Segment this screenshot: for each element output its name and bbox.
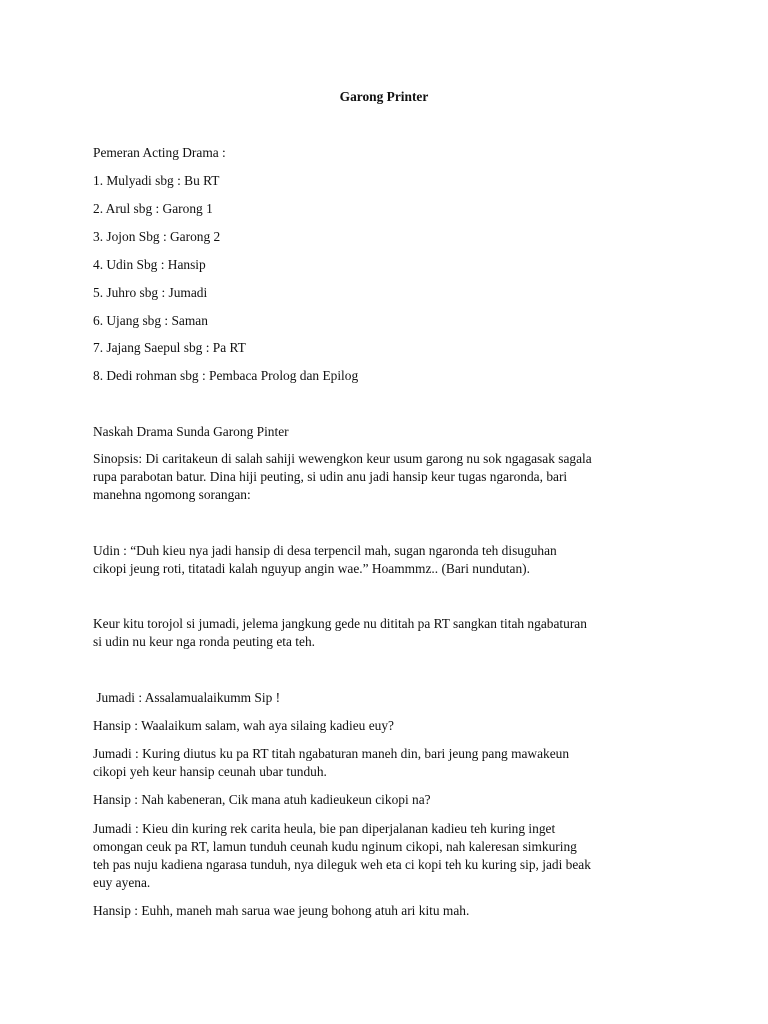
dialogue-line: euy ayena. <box>93 875 151 890</box>
dialogue-line: Hansip : Waalaikum salam, wah aya silaing kadieu euy? <box>93 718 394 733</box>
dialogue-line: teh pas nuju kadiena ngarasa tunduh, nya dileguk weh eta ci kopi teh ku kuring sip, jadi beak <box>93 857 591 872</box>
cast-item: 3. Jojon Sbg : Garong 2 <box>93 229 221 244</box>
dialogue-line: Jumadi : Kuring diutus ku pa RT titah ngabaturan maneh din, bari jeung pang mawakeun <box>93 746 570 761</box>
script-heading: Naskah Drama Sunda Garong Pinter <box>93 424 289 439</box>
synopsis-line: rupa parabotan batur. Dina hiji peuting, si udin anu jadi hansip keur tugas ngaronda, bari <box>93 469 568 484</box>
cast-item: 4. Udin Sbg : Hansip <box>93 257 206 272</box>
dialogue-line: omongan ceuk pa RT, lamun tunduh ceunah kudu nginum cikopi, nah kaleresan simkuring <box>93 839 577 854</box>
document-title: Garong Printer <box>339 89 429 104</box>
dialogue-line: cikopi yeh keur hansip ceunah ubar tunduh. <box>93 764 327 779</box>
cast-item: 7. Jajang Saepul sbg : Pa RT <box>93 340 246 355</box>
narration-line: si udin nu keur nga ronda peuting eta teh. <box>93 634 316 649</box>
cast-item: 2. Arul sbg : Garong 1 <box>93 201 213 216</box>
dialogue-line: Jumadi : Assalamualaikumm Sip ! <box>93 690 281 705</box>
cast-item: 5. Juhro sbg : Jumadi <box>93 285 208 300</box>
dialogue-line: Hansip : Euhh, maneh mah sarua wae jeung bohong atuh ari kitu mah. <box>93 903 470 918</box>
cast-item: 8. Dedi rohman sbg : Pembaca Prolog dan Epilog <box>93 368 359 383</box>
dialogue-line: Jumadi : Kieu din kuring rek carita heula, bie pan diperjalanan kadieu teh kuring inget <box>93 821 556 836</box>
cast-item: 1. Mulyadi sbg : Bu RT <box>93 173 220 188</box>
cast-heading: Pemeran Acting Drama : <box>93 145 226 160</box>
udin-line: cikopi jeung roti, titatadi kalah nguyup angin wae.” Hoammmz.. (Bari nundutan). <box>93 561 530 576</box>
narration-line: Keur kitu torojol si jumadi, jelema jangkung gede nu dititah pa RT sangkan titah ngabaturan <box>93 616 587 631</box>
dialogue-line: Hansip : Nah kabeneran, Cik mana atuh kadieukeun cikopi na? <box>93 792 431 807</box>
synopsis-line: manehna ngomong sorangan: <box>93 487 251 502</box>
udin-line: Udin : “Duh kieu nya jadi hansip di desa terpencil mah, sugan ngaronda teh disuguhan <box>93 543 557 558</box>
cast-item: 6. Ujang sbg : Saman <box>93 313 208 328</box>
synopsis-line: Sinopsis: Di caritakeun di salah sahiji wewengkon keur usum garong nu sok ngagasak sagala <box>93 451 592 466</box>
